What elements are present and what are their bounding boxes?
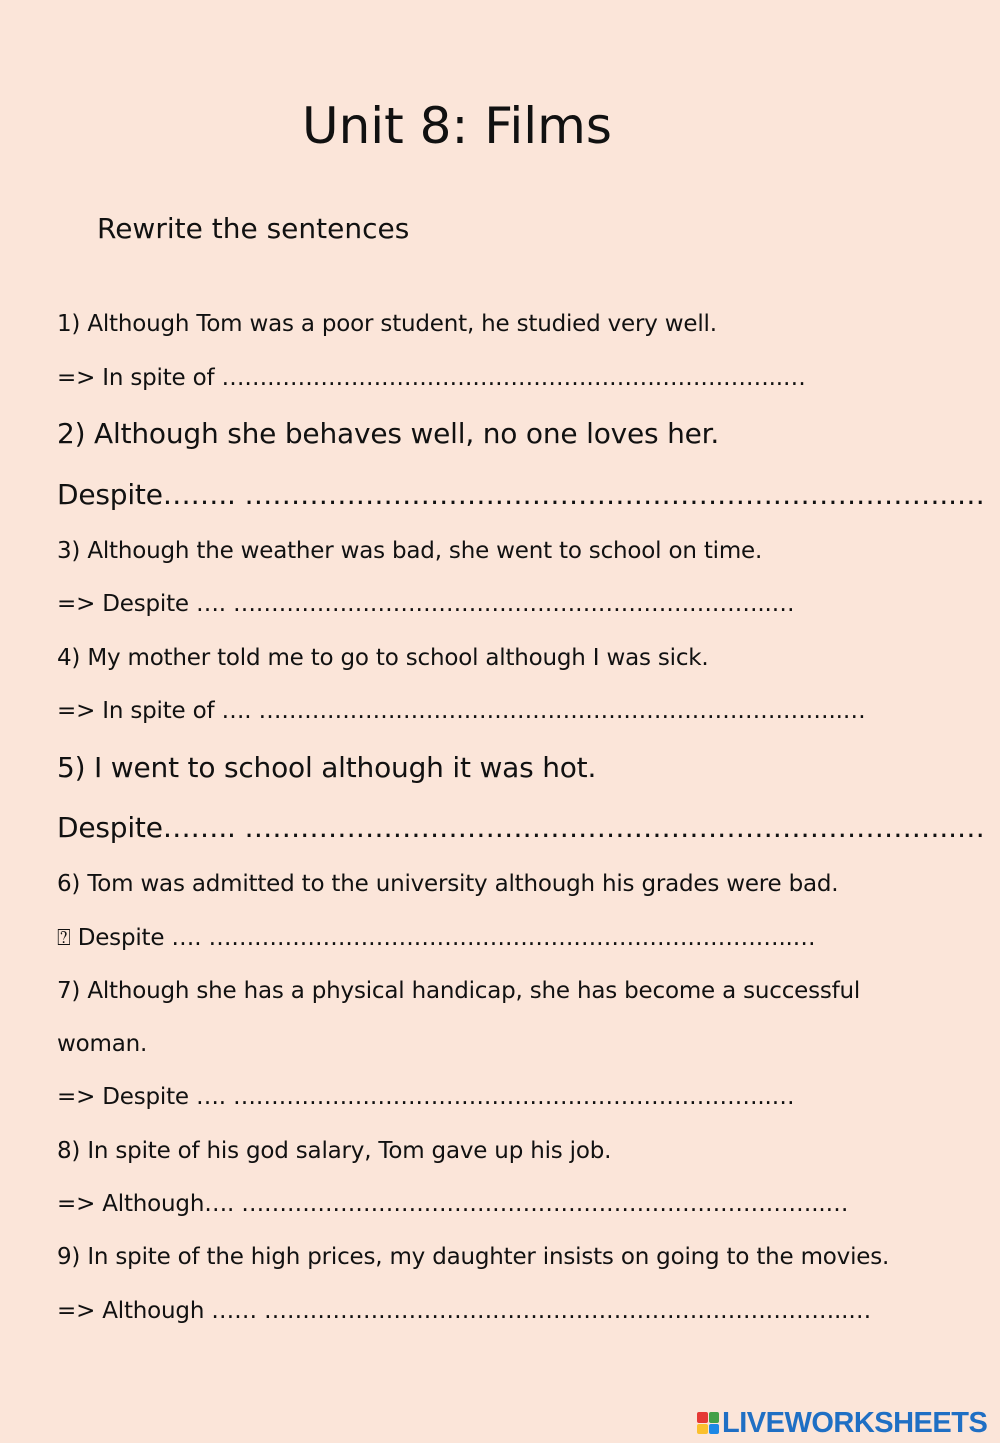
question-6: 6) Tom was admitted to the university although his grades were bad. (57, 871, 839, 897)
answer-line-1: => In spite of ………………………………………………………………..… (57, 365, 806, 391)
instructions: Rewrite the sentences (97, 212, 410, 245)
question-2: 2) Although she behaves well, no one loves her. (57, 417, 720, 450)
answer-line-3: => Despite …. ……………………………………………………………..… (57, 591, 795, 617)
logo-square-red (697, 1412, 708, 1423)
question-3: 3) Although the weather was bad, she went to school on time. (57, 538, 763, 564)
logo-squares-icon (697, 1412, 719, 1434)
question-7-continued: woman. (57, 1031, 148, 1057)
question-7: 7) Although she has a physical handicap, she has become a successful (57, 978, 861, 1004)
answer-line-2: Despite…….. …………………………………………………………………..… (57, 478, 985, 511)
question-9: 9) In spite of the high prices, my daughter insists on going to the movies. (57, 1244, 890, 1270)
page-title: Unit 8: Films (302, 97, 612, 155)
liveworksheets-logo (697, 1405, 987, 1441)
logo-wordmark: LIVEWORKSHEETS (722, 1407, 988, 1439)
logo-square-yellow (697, 1424, 708, 1435)
answer-line-9: => Although …… …………………………………………………………………..… (57, 1298, 872, 1324)
question-5: 5) I went to school although it was hot. (57, 751, 597, 784)
answer-line-6: ⍰ Despite …. …………………………………………………………………..… (57, 925, 816, 951)
logo-square-green (709, 1412, 720, 1423)
answer-line-4: => In spite of …. …………………………………………………………………..… (57, 698, 866, 724)
question-4: 4) My mother told me to go to school although I was sick. (57, 645, 709, 671)
question-8: 8) In spite of his god salary, Tom gave up his job. (57, 1138, 612, 1164)
answer-line-7: => Despite …. ……………………………………………………………..… (57, 1084, 795, 1110)
logo-square-blue (709, 1424, 720, 1435)
answer-line-5: Despite…….. …………………………………………………………………..… (57, 811, 985, 844)
question-1: 1) Although Tom was a poor student, he studied very well. (57, 311, 717, 337)
answer-line-8: => Although…. …………………………………………………………………..… (57, 1191, 849, 1217)
